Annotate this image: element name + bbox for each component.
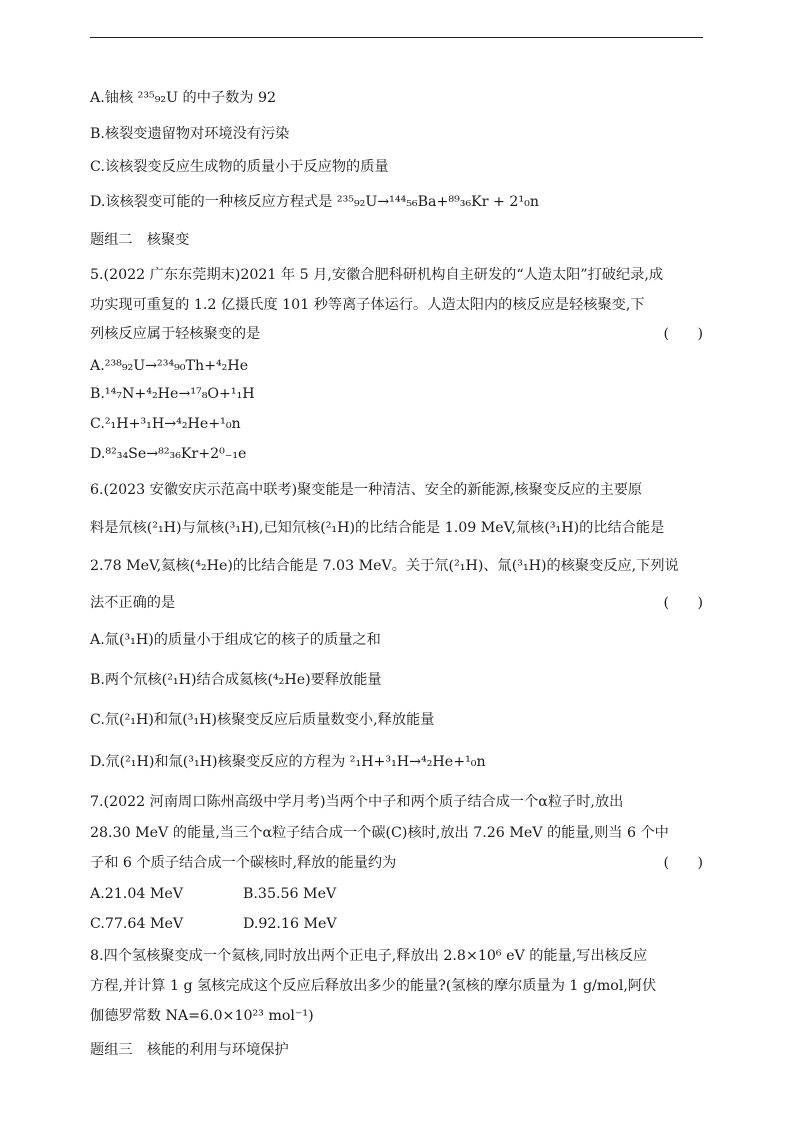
option-7b: B.35.56 MeV [243, 886, 337, 902]
option-4b: B.核裂变遗留物对环境没有污染 [90, 126, 290, 142]
option-5d: D.⁸²₃₄Se→⁸²₃₆Kr+2⁰₋₁e [90, 446, 247, 462]
answer-paren-6: ( ) [663, 595, 703, 611]
question-6-line-4 [90, 593, 703, 613]
options-7ab [90, 884, 703, 904]
option-4d: D.该核裂变可能的一种核反应方程式是 ²³⁵₉₂U→¹⁴⁴₅₆Ba+⁸⁹₃₆Kr + 2¹₀n [90, 194, 539, 210]
question-6-line-3: 2.78 MeV,氦核(⁴₂He)的比结合能是 7.03 MeV。关于氘(²₁H)、氚(³₁H)的核聚变反应,下列说 [90, 558, 679, 574]
question-7-line-2: 28.30 MeV 的能量,当三个α粒子结合成一个碳(C)核时,放出 7.26 MeV 的能量,则当 6 个中 [90, 825, 669, 841]
header-rule [90, 37, 703, 38]
section-heading-2: 题组二 核聚变 [90, 232, 190, 248]
question-5-line-2: 功实现可重复的 1.2 亿摄氏度 101 秒等离子体运行。人造太阳内的核反应是轻核聚变,下 [90, 297, 645, 313]
question-8-line-2: 方程,并计算 1 g 氢核完成这个反应后释放出多少的能量?(氢核的摩尔质量为 1 g/mol,阿伏 [90, 978, 657, 994]
question-7-line-3 [90, 853, 703, 873]
option-7d: D.92.16 MeV [243, 916, 337, 932]
section-heading-3: 题组三 核能的利用与环境保护 [90, 1042, 289, 1058]
question-8-line-3: 伽德罗常数 NA=6.0×10²³ mol⁻¹) [90, 1008, 314, 1024]
option-5a: A.²³⁸₉₂U→²³⁴₉₀Th+⁴₂He [90, 358, 249, 374]
question-6-line-1: 6.(2023 安徽安庆示范高中联考)聚变能是一种清洁、安全的新能源,核聚变反应的主要原 [90, 482, 643, 498]
question-5-line-3 [90, 324, 703, 344]
options-7cd [90, 914, 703, 934]
option-6b: B.两个氘核(²₁H)结合成氦核(⁴₂He)要释放能量 [90, 672, 382, 688]
option-6c: C.氘(²₁H)和氚(³₁H)核聚变反应后质量数变小,释放能量 [90, 712, 435, 728]
answer-paren-5: ( ) [663, 326, 703, 342]
option-5c: C.²₁H+³₁H→⁴₂He+¹₀n [90, 416, 241, 432]
answer-paren-7: ( ) [663, 855, 703, 871]
option-6d: D.氘(²₁H)和氚(³₁H)核聚变反应的方程为 ²₁H+³₁H→⁴₂He+¹₀n [90, 754, 486, 770]
question-6-line-2: 料是氘核(²₁H)与氚核(³₁H),已知氘核(²₁H)的比结合能是 1.09 MeV,氚核(³₁H)的比结合能是 [90, 520, 665, 536]
option-4c: C.该核裂变反应生成物的质量小于反应物的质量 [90, 159, 389, 175]
option-7c: C.77.64 MeV [90, 916, 184, 932]
question-5-line-1: 5.(2022 广东东莞期末)2021 年 5 月,安徽合肥科研机构自主研发的“人造太阳”打破纪录,成 [90, 267, 664, 283]
question-7-stem-end: 子和 6 个质子结合成一个碳核时,释放的能量约为 [90, 855, 397, 871]
question-6-stem-end: 法不正确的是 [90, 595, 176, 611]
option-7a: A.21.04 MeV [90, 886, 184, 902]
option-4a: A.铀核 ²³⁵₉₂U 的中子数为 92 [90, 90, 277, 106]
question-7-line-1: 7.(2022 河南周口陈州高级中学月考)当两个中子和两个质子结合成一个α粒子时,放出 [90, 794, 624, 810]
question-8-line-1: 8.四个氢核聚变成一个氦核,同时放出两个正电子,释放出 2.8×10⁶ eV 的能量,写出核反应 [90, 948, 648, 964]
option-5b: B.¹⁴₇N+⁴₂He→¹⁷₈O+¹₁H [90, 386, 255, 402]
option-6a: A.氚(³₁H)的质量小于组成它的核子的质量之和 [90, 632, 381, 648]
question-5-stem-end: 列核反应属于轻核聚变的是 [90, 326, 261, 342]
